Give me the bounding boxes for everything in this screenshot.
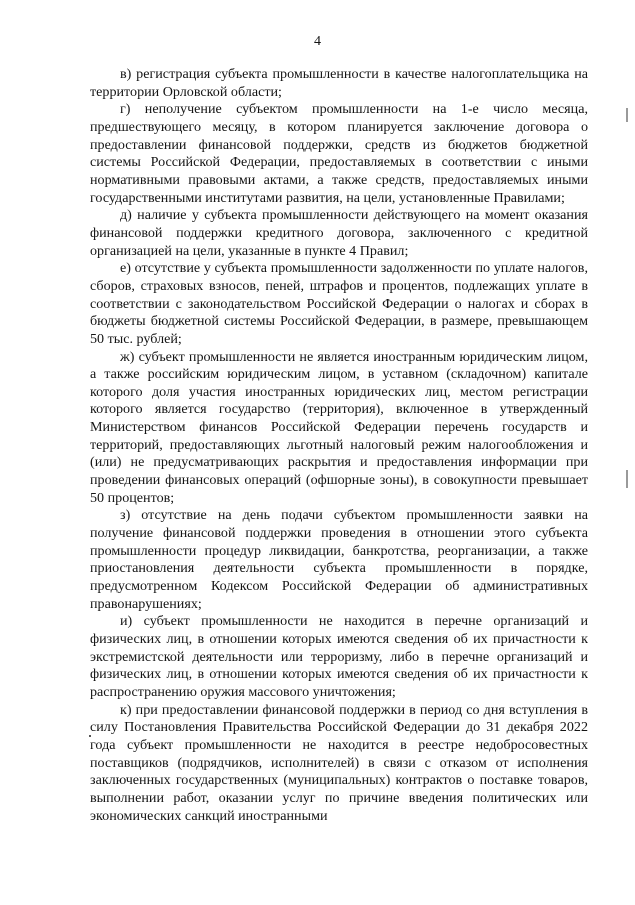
document-body [90, 66, 588, 825]
scan-edge-mark-bottom [626, 470, 628, 488]
paragraph-z: з) отсутствие на день подачи субъектом промышленности заявки на получение финансовой поддержки проведения в отношении этого субъекта промышленности процедур ликвидации, банкротства, реорганизации, а также приостановления деятельности субъекта промышленности в порядке, предусмотренном Кодексом Российской Федерации об административных правонарушениях; [90, 507, 588, 612]
paragraph-e: е) отсутствие у субъекта промышленности задолженности по уплате налогов, сборов, страховых взносов, пеней, штрафов и процентов, подлежащих уплате в соответствии с законодательством Российской Федерации о налогах и сборах в бюджеты бюджетной системы Российской Федерации, в размере, превышающем 50 тыс. рублей; [90, 260, 588, 347]
paragraph-d: д) наличие у субъекта промышленности действующего на момент оказания финансовой поддержки кредитного договора, заключенного с кредитной организацией на цели, указанные в пункте 4 Правил; [90, 207, 588, 259]
scan-dot [89, 735, 91, 737]
page-number: 4 [314, 34, 321, 49]
paragraph-k: к) при предоставлении финансовой поддержки в период со дня вступления в силу Постановления Правительства Российской Федерации до 31 декабря 2022 года субъект промышленности не находится в реестре недобросовестных поставщиков (подрядчиков, исполнителей) в связи с отказом от исполнения заключенных государственных (муниципальных) контрактов о поставке товаров, выполнении работ, оказании услуг по причине введения политических или экономических санкций иностранными [90, 701, 588, 824]
paragraph-i: и) субъект промышленности не находится в перечне организаций и физических лиц, в отношении которых имеются сведения об их причастности к экстремистской деятельности или терроризму, либо в перечне организаций и физических лиц, в отношении которых имеются сведения об их причастности к распространению оружия массового уничтожения; [90, 613, 588, 700]
scan-edge-mark-top [626, 108, 628, 122]
paragraph-zh: ж) субъект промышленности не является иностранным юридическим лицом, а также российским юридическим лицом, в уставном (складочном) капитале которого доля участия иностранных юридических лиц, местом регистрации которого является государство (территория), включенное в утвержденный Министерством финансов Российской Федерации перечень государств и территорий, предоставляющих льготный налоговый режим налогообложения и (или) не предусматривающих раскрытия и предоставления информации при проведении финансовых операций (офшорные зоны), в совокупности превышает 50 процентов; [90, 348, 588, 506]
paragraph-v: в) регистрация субъекта промышленности в качестве налогоплательщика на территории Орловской области; [90, 66, 588, 100]
paragraph-g: г) неполучение субъектом промышленности на 1-е число месяца, предшествующего месяцу, в котором планируется заключение договора о предоставлении финансовой поддержки, средств из бюджетов бюджетной системы Российской Федерации, предоставляемых в соответствии с иными нормативными правовыми актами, а также средств, предоставляемых иными государственными институтами развития, на цели, установленные Правилами; [90, 101, 588, 206]
